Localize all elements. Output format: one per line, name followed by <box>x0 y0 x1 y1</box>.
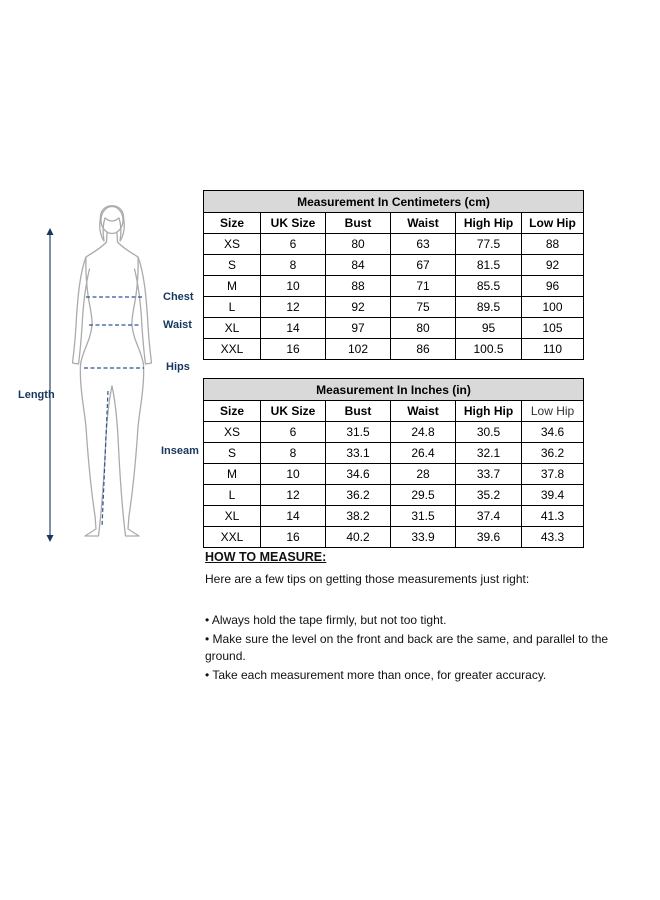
table-cell: 100.5 <box>456 339 522 360</box>
table-cell: 75 <box>391 297 456 318</box>
column-header: Waist <box>391 213 456 234</box>
column-header: Size <box>204 213 261 234</box>
table-cell: 37.4 <box>456 506 522 527</box>
right-arm-outline <box>135 257 152 364</box>
table-cell: 110 <box>522 339 584 360</box>
table-cell: 38.2 <box>326 506 391 527</box>
table-row <box>204 422 584 443</box>
table-row <box>204 443 584 464</box>
table-row <box>204 318 584 339</box>
table-row <box>204 276 584 297</box>
table-cell: L <box>204 297 261 318</box>
column-header: UK Size <box>261 213 326 234</box>
column-header: Waist <box>391 401 456 422</box>
table-cell: 37.8 <box>522 464 584 485</box>
left-arm-outline <box>73 257 90 364</box>
table-cell: 24.8 <box>391 422 456 443</box>
measure-tip: • Make sure the level on the front and back are the same, and parallel to the ground. <box>205 632 609 663</box>
table-cell: M <box>204 464 261 485</box>
table-cell: 41.3 <box>522 506 584 527</box>
table-cell: 36.2 <box>326 485 391 506</box>
table-cell: 84 <box>326 255 391 276</box>
table-cell: 30.5 <box>456 422 522 443</box>
table-cell: XL <box>204 318 261 339</box>
table-cell: 31.5 <box>391 506 456 527</box>
table-cell: 35.2 <box>456 485 522 506</box>
column-header: Low Hip <box>522 213 584 234</box>
table-cell: 97 <box>326 318 391 339</box>
table-cell: 102 <box>326 339 391 360</box>
table-cell: 16 <box>261 339 326 360</box>
table-cell: 16 <box>261 527 326 548</box>
table-cell: 12 <box>261 485 326 506</box>
table-cell: 86 <box>391 339 456 360</box>
table-cell: 33.7 <box>456 464 522 485</box>
table-cell: 28 <box>391 464 456 485</box>
table-cell: 36.2 <box>522 443 584 464</box>
table-row <box>204 485 584 506</box>
table-cell: 33.1 <box>326 443 391 464</box>
table-cell: XL <box>204 506 261 527</box>
table-cell: M <box>204 276 261 297</box>
column-header: Low Hip <box>522 401 584 422</box>
table-cell: 34.6 <box>326 464 391 485</box>
table-cell: 63 <box>391 234 456 255</box>
column-header: Bust <box>326 401 391 422</box>
table-title: Measurement In Centimeters (cm) <box>204 191 584 213</box>
table-cell: XXL <box>204 527 261 548</box>
how-to-measure-tips <box>205 612 650 684</box>
table-cell: 89.5 <box>456 297 522 318</box>
measurement-table-cm <box>203 190 584 360</box>
neck-outline <box>107 233 118 242</box>
table-row <box>204 527 584 548</box>
table-cell: 32.1 <box>456 443 522 464</box>
table-cell: 14 <box>261 506 326 527</box>
waist-label: Waist <box>163 319 192 331</box>
how-to-measure-intro: Here are a few tips on getting those measurements just right: <box>205 572 530 586</box>
table-row <box>204 234 584 255</box>
table-cell: 10 <box>261 276 326 297</box>
table-cell: 85.5 <box>456 276 522 297</box>
table-title: Measurement In Inches (in) <box>204 379 584 401</box>
table-row <box>204 297 584 318</box>
table-cell: 31.5 <box>326 422 391 443</box>
table-cell: L <box>204 485 261 506</box>
column-header: UK Size <box>261 401 326 422</box>
table-cell: XS <box>204 422 261 443</box>
length-arrow-top <box>47 228 54 235</box>
table-cell: 77.5 <box>456 234 522 255</box>
table-cell: 81.5 <box>456 255 522 276</box>
table-cell: 8 <box>261 443 326 464</box>
how-to-measure-heading: HOW TO MEASURE: <box>205 550 327 564</box>
table-row <box>204 464 584 485</box>
measure-tip: • Always hold the tape firmly, but not too tight. <box>205 612 447 627</box>
table-cell: 88 <box>522 234 584 255</box>
figure-outline <box>73 206 152 536</box>
table-cell: 6 <box>261 422 326 443</box>
table-cell: XXL <box>204 339 261 360</box>
table-cell: 71 <box>391 276 456 297</box>
table-cell: 29.5 <box>391 485 456 506</box>
inseam-measure-line <box>102 391 108 527</box>
table-cell: 10 <box>261 464 326 485</box>
table-cell: 92 <box>522 255 584 276</box>
torso-leg-left-outline <box>80 242 112 536</box>
measurement-table-in <box>203 378 584 548</box>
length-measure-line <box>47 228 54 542</box>
how-to-measure-section <box>205 550 650 687</box>
table-cell: 34.6 <box>522 422 584 443</box>
table-cell: 96 <box>522 276 584 297</box>
column-header: High Hip <box>456 401 522 422</box>
table-cell: 43.3 <box>522 527 584 548</box>
table-cell: 8 <box>261 255 326 276</box>
table-cell: 105 <box>522 318 584 339</box>
table-cell: 92 <box>326 297 391 318</box>
table-cell: 67 <box>391 255 456 276</box>
table-cell: S <box>204 255 261 276</box>
chest-label: Chest <box>163 291 194 303</box>
measurement-lines <box>84 297 144 527</box>
table-cell: 33.9 <box>391 527 456 548</box>
table-cell: 26.4 <box>391 443 456 464</box>
hips-label: Hips <box>166 361 190 373</box>
table-cell: 80 <box>326 234 391 255</box>
column-header: Size <box>204 401 261 422</box>
column-header: Bust <box>326 213 391 234</box>
torso-leg-right-outline <box>112 242 144 536</box>
table-cell: 100 <box>522 297 584 318</box>
table-cell: 12 <box>261 297 326 318</box>
measure-tip: • Take each measurement more than once, for greater accuracy. <box>205 668 547 683</box>
table-cell: 95 <box>456 318 522 339</box>
table-cell: 39.4 <box>522 485 584 506</box>
table-cell: 6 <box>261 234 326 255</box>
length-arrow-bottom <box>47 535 54 542</box>
table-cell: 88 <box>326 276 391 297</box>
table-cell: 14 <box>261 318 326 339</box>
table-cell: 40.2 <box>326 527 391 548</box>
table-cell: 80 <box>391 318 456 339</box>
table-row <box>204 339 584 360</box>
table-row <box>204 255 584 276</box>
table-cell: XS <box>204 234 261 255</box>
column-header: High Hip <box>456 213 522 234</box>
table-row <box>204 506 584 527</box>
table-cell: S <box>204 443 261 464</box>
table-cell: 39.6 <box>456 527 522 548</box>
inseam-label: Inseam <box>161 445 199 457</box>
length-label: Length <box>18 389 55 401</box>
